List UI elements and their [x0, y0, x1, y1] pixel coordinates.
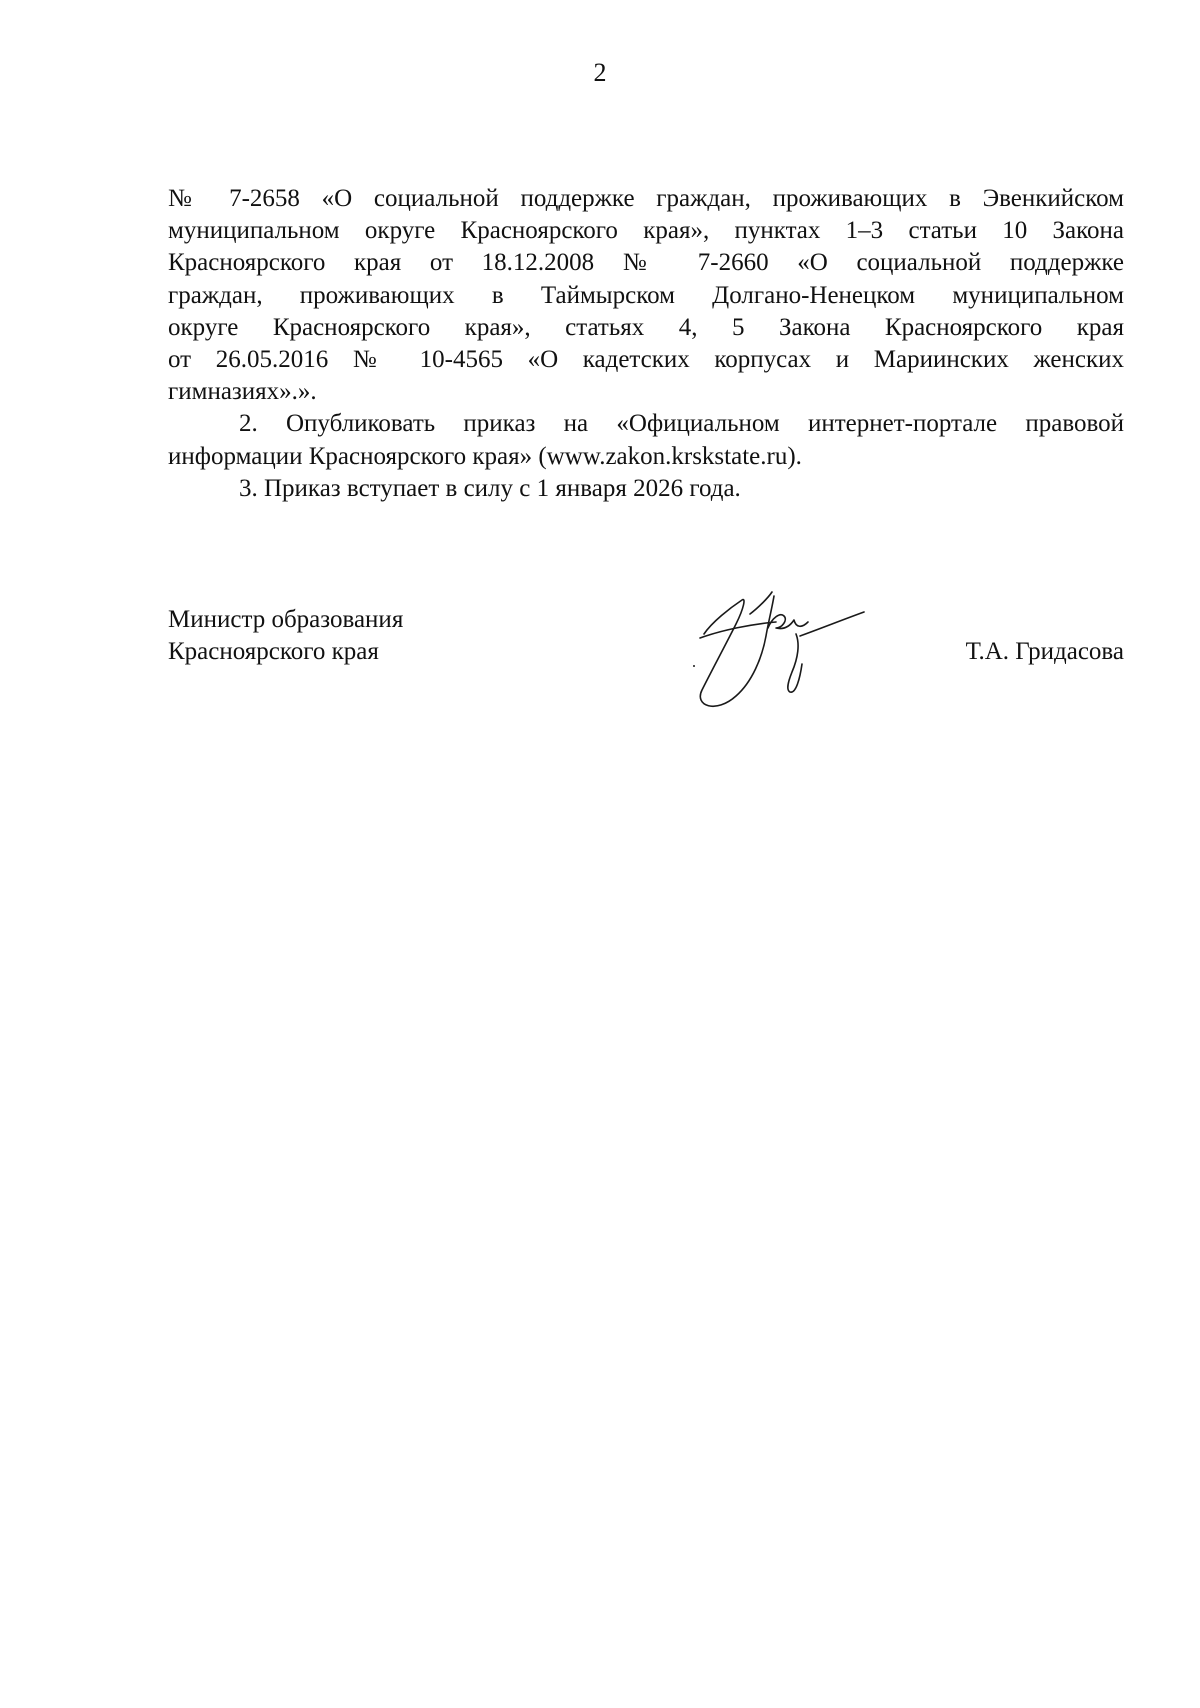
text-line: округе Красноярского края», статьях 4, 5 Закона Красноярского края [168, 313, 1124, 341]
text-line: от 26.05.2016 № 10-4565 «О кадетских корпусах и Мариинских женских [168, 346, 1124, 374]
text-line: гимназиях».». [168, 378, 317, 406]
signer-position [168, 604, 403, 668]
text-line: 2. Опубликовать приказ на «Официальном интернет-портале правовой [239, 410, 1124, 438]
text-line: № 7-2658 «О социальной поддержке граждан, проживающих в Эвенкийском [168, 185, 1124, 212]
text-line: муниципальном округе Красноярского края», пунктах 1–3 статьи 10 Закона [168, 217, 1124, 245]
text-line: 3. Приказ вступает в силу с 1 января 2026 года. [239, 474, 741, 502]
handwritten-signature [672, 578, 872, 718]
paragraph-continuation [168, 183, 1124, 408]
signer-position-line: Министр образования [168, 606, 404, 633]
text-line: информации Красноярского края» (www.zakon.krskstate.ru). [168, 442, 802, 470]
signer-position-line: Красноярского края [168, 638, 379, 666]
text-line: граждан, проживающих в Таймырском Долгано-Ненецком муниципальном [168, 281, 1124, 309]
text-line: Красноярского края от 18.12.2008 № 7-2660 «О социальной поддержке [168, 249, 1124, 277]
signer-name: Т.А. Гридасова [965, 638, 1124, 665]
page-number: 2 [593, 58, 607, 87]
signature-block [168, 600, 1124, 710]
item-effective-date [168, 473, 1124, 505]
document-body [168, 183, 1124, 505]
item-publish [168, 408, 1124, 472]
